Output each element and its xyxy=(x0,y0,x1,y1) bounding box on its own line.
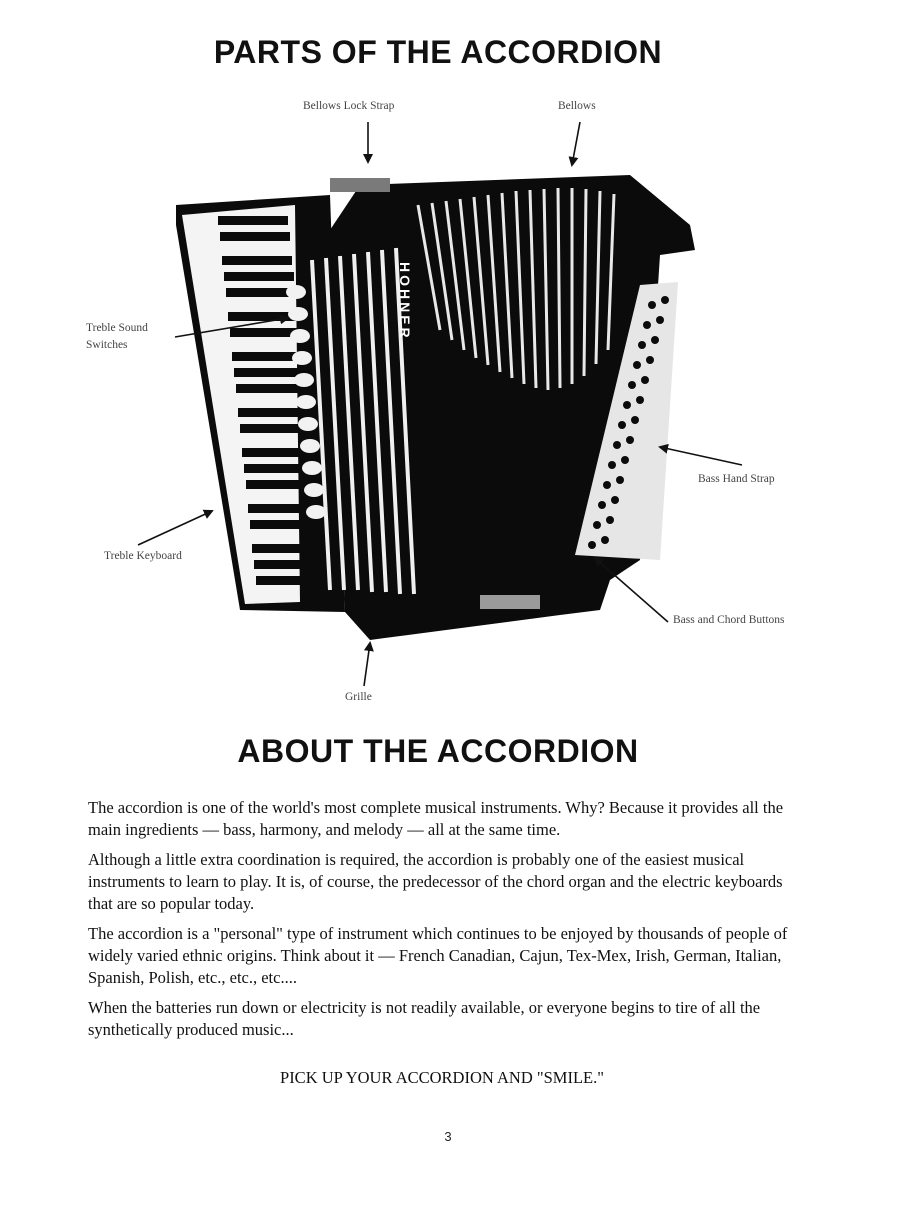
label-treble-sound-switches-1: Treble Sound xyxy=(86,322,148,334)
brand-logo: HOHNER xyxy=(397,262,413,341)
about-body xyxy=(88,797,798,1049)
about-paragraph-4: When the batteries run down or electricity is not readily available, or everyone begins to tire of all the synthetically produced music... xyxy=(88,998,761,1039)
about-paragraph-2: Although a little extra coordination is required, the accordion is probably one of the easiest musical instruments to learn to play. It is, of course, the predecessor of the chord organ and the electric keyboards that are so popular today. xyxy=(88,850,783,913)
about-paragraph-3: The accordion is a "personal" type of instrument which continues to be enjoyed by thousands of people of widely varied ethnic origins. Think about it — French Canadian, Cajun, Tex-Mex, Irish, German, Italian, Spanish, Polish, etc., etc., etc.... xyxy=(88,924,788,987)
label-grille: Grille xyxy=(345,691,372,703)
label-bass-hand-strap: Bass Hand Strap xyxy=(698,473,775,485)
label-bellows: Bellows xyxy=(558,100,596,112)
bellows-lock-strap xyxy=(330,178,390,192)
parts-heading: PARTS OF THE ACCORDION xyxy=(213,34,663,70)
about-paragraph-1: The accordion is one of the world's most complete musical instruments. Why? Because it provides all the main ingredients — bass, harmony, and melody — all at the same time. xyxy=(88,798,784,839)
about-heading: ABOUT THE ACCORDION xyxy=(237,733,639,769)
page-number: 3 xyxy=(444,1129,452,1144)
label-bass-and-chord-buttons: Bass and Chord Buttons xyxy=(673,614,785,626)
grille xyxy=(480,595,540,609)
label-treble-sound-switches-2: Switches xyxy=(86,339,128,351)
label-bellows-lock-strap: Bellows Lock Strap xyxy=(303,100,395,112)
label-treble-keyboard: Treble Keyboard xyxy=(104,550,182,562)
closing-line: PICK UP YOUR ACCORDION AND "SMILE." xyxy=(280,1068,604,1087)
